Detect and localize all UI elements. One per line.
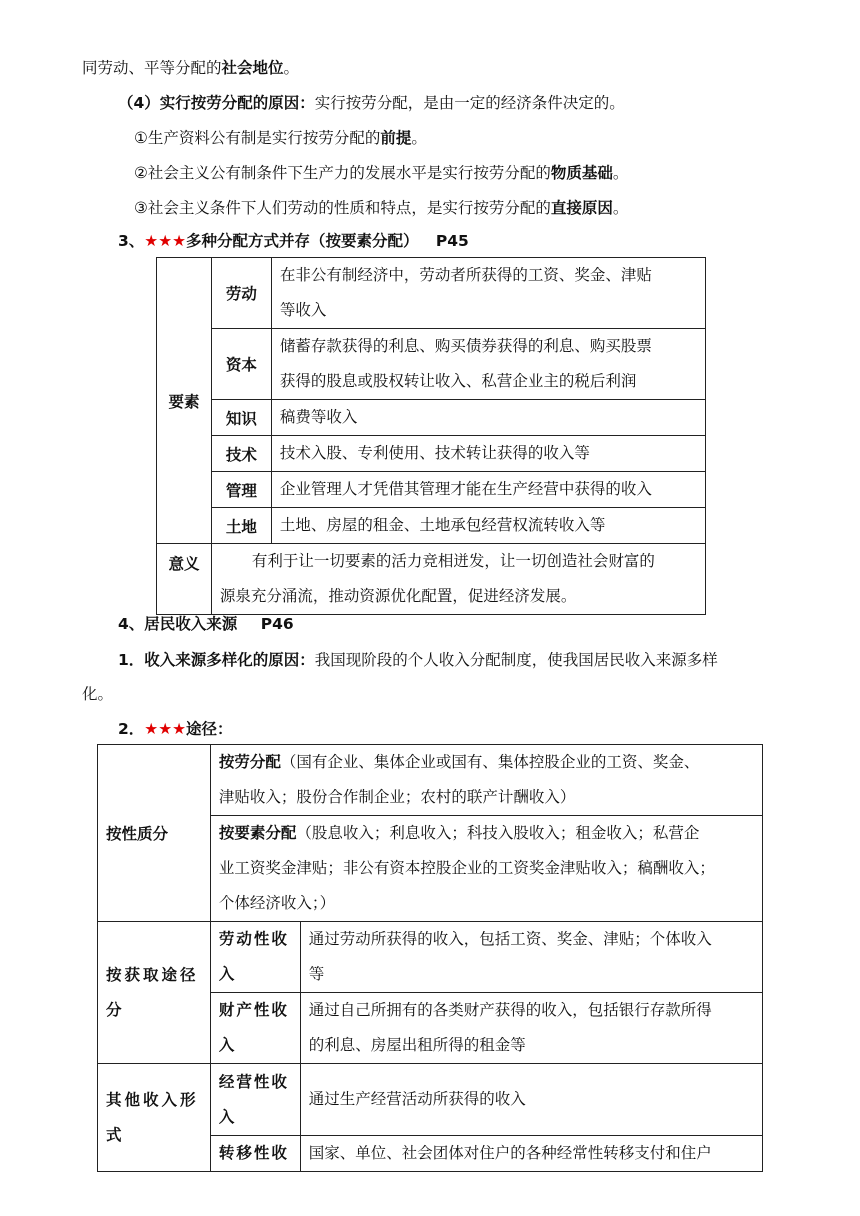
group3-key-line: 入 bbox=[218, 1107, 237, 1126]
reason-heading: （4）实行按劳分配的原因： bbox=[118, 94, 315, 112]
group1-sub2 bbox=[210, 816, 762, 922]
group2-desc-line: 等 bbox=[308, 965, 325, 983]
group3-desc-line: 通过生产经营活动所获得的收入 bbox=[308, 1090, 526, 1108]
reason-item-text: ①生产资料公有制是实行按劳分配的 bbox=[134, 129, 381, 147]
factor-desc-line: 储蓄存款获得的利息、购买债券获得的利息、购买股票 bbox=[279, 337, 652, 355]
group2-desc bbox=[300, 993, 762, 1064]
intro-line bbox=[82, 58, 299, 78]
reason-item-2 bbox=[134, 163, 628, 183]
section3-heading bbox=[118, 231, 469, 251]
point2-heading bbox=[118, 719, 233, 739]
reason-item-text: ②社会主义公有制条件下生产力的发展水平是实行按劳分配的 bbox=[134, 164, 551, 182]
reason-item-1 bbox=[134, 128, 427, 148]
section3-page: P45 bbox=[435, 232, 469, 250]
group3-key-line: 经营性收 bbox=[218, 1072, 289, 1091]
factor-desc bbox=[271, 258, 705, 329]
group2-key-line: 入 bbox=[218, 1036, 237, 1054]
factor-desc-line: 在非公有制经济中，劳动者所获得的工资、奖金、津贴 bbox=[279, 266, 652, 284]
reason-item-punct: 。 bbox=[612, 199, 629, 217]
group2-desc bbox=[300, 922, 762, 993]
point1-cont bbox=[82, 684, 113, 704]
group2-key bbox=[210, 922, 300, 993]
factor-key: 技术 bbox=[211, 436, 271, 472]
group2-desc-line: 通过自己所拥有的各类财产获得的收入，包括银行存款所得 bbox=[308, 1001, 712, 1019]
intro-bold: 社会地位 bbox=[221, 59, 284, 77]
factor-desc bbox=[271, 472, 705, 508]
point1-bold: 1．收入来源多样化的原因： bbox=[118, 651, 315, 669]
reason-text: 实行按劳分配，是由一定的经济条件决定的。 bbox=[314, 94, 625, 112]
factor-desc-line: 企业管理人才凭借其管理才能在生产经营中获得的收入 bbox=[279, 480, 652, 498]
factor-key: 劳动 bbox=[211, 258, 271, 329]
factor-key: 管理 bbox=[211, 472, 271, 508]
factor-desc-line: 获得的股息或股权转让收入、私营企业主的税后利润 bbox=[279, 372, 637, 390]
section4-title: 4、居民收入来源 bbox=[118, 615, 238, 633]
star-icon: ★★★ bbox=[144, 232, 186, 250]
section3-title: 多种分配方式并存（按要素分配） bbox=[185, 232, 419, 250]
group3-desc bbox=[300, 1136, 762, 1172]
point2-title: 途径： bbox=[185, 720, 233, 738]
point1-text: 我国现阶段的个人收入分配制度，使我国居民收入来源多样 bbox=[314, 651, 718, 669]
group1-sub1 bbox=[210, 745, 762, 816]
reason-item-3 bbox=[134, 198, 628, 218]
reason-item-punct: 。 bbox=[612, 164, 629, 182]
factor-desc-line: 等收入 bbox=[279, 301, 327, 319]
point2-prefix: 2． bbox=[118, 720, 145, 738]
section3-prefix: 3、 bbox=[118, 232, 145, 250]
sub2-line: （股息收入；利息收入；科技入股收入；租金收入；私营企 bbox=[296, 824, 700, 842]
meaning-line: 有利于让一切要素的活力竞相迸发，让一切创造社会财富的 bbox=[251, 552, 655, 570]
sub2-line: 个体经济收入；） bbox=[218, 894, 336, 912]
intro-text: 同劳动、平等分配的 bbox=[82, 59, 222, 77]
group2-label-line: 按获取途径 bbox=[106, 965, 199, 984]
group2-desc-line: 通过劳动所获得的收入，包括工资、奖金、津贴；个体收入 bbox=[308, 930, 712, 948]
group3-label-line: 其他收入形 bbox=[106, 1090, 199, 1109]
sub1-line: （国有企业、集体企业或国有、集体控股企业的工资、奖金、 bbox=[280, 753, 700, 771]
group2-label-line: 分 bbox=[106, 1000, 125, 1019]
group3-desc bbox=[300, 1064, 762, 1136]
group2-label bbox=[98, 922, 211, 1064]
meaning-label: 意义 bbox=[157, 544, 212, 615]
section4-heading bbox=[118, 614, 294, 634]
factor-key: 知识 bbox=[211, 400, 271, 436]
sub1-line: 津贴收入；股份合作制企业；农村的联产计酬收入） bbox=[218, 788, 576, 806]
factor-desc-line: 技术入股、专利使用、技术转让获得的收入等 bbox=[279, 444, 590, 462]
group2-key-line: 入 bbox=[218, 965, 237, 983]
factor-desc bbox=[271, 508, 705, 544]
sub2-line: 业工资奖金津贴；非公有资本控股企业的工资奖金津贴收入；稿酬收入； bbox=[218, 859, 715, 877]
factor-desc bbox=[271, 436, 705, 472]
point1-line bbox=[118, 650, 718, 670]
group3-key-line: 转移性收 bbox=[218, 1144, 289, 1162]
sub2-bold: 按要素分配 bbox=[218, 824, 297, 842]
sub1-bold: 按劳分配 bbox=[218, 753, 281, 771]
reason-item-bold: 物质基础 bbox=[550, 164, 613, 182]
point1-cont-text: 化。 bbox=[82, 685, 114, 703]
group1-label-text: 按性质分 bbox=[106, 825, 169, 843]
group3-key bbox=[210, 1064, 300, 1136]
meaning-desc bbox=[211, 544, 705, 615]
factor-desc-line: 稿费等收入 bbox=[279, 408, 358, 426]
intro-punct: 。 bbox=[283, 59, 300, 77]
group2-key-line: 财产性收 bbox=[218, 1001, 289, 1019]
star-icon: ★★★ bbox=[144, 720, 186, 738]
factor-desc-line: 土地、房屋的租金、土地承包经营权流转收入等 bbox=[279, 516, 606, 534]
group3-desc-line: 国家、单位、社会团体对住户的各种经常性转移支付和住户 bbox=[308, 1144, 712, 1162]
meaning-line: 源泉充分涌流，推动资源优化配置，促进经济发展。 bbox=[219, 587, 577, 605]
reason-item-bold: 直接原因 bbox=[550, 199, 613, 217]
reason-item-bold: 前提 bbox=[380, 129, 412, 147]
group2-key bbox=[210, 993, 300, 1064]
group3-label-line: 式 bbox=[106, 1125, 125, 1144]
group2-key-line: 劳动性收 bbox=[218, 930, 289, 948]
group1-label bbox=[98, 745, 211, 922]
factors-table bbox=[156, 257, 706, 615]
factor-desc bbox=[271, 329, 705, 400]
factor-desc bbox=[271, 400, 705, 436]
reason-item-punct: 。 bbox=[411, 129, 427, 147]
factor-key: 土地 bbox=[211, 508, 271, 544]
factors-group-label: 要素 bbox=[157, 258, 212, 544]
reason-item-text: ③社会主义条件下人们劳动的性质和特点，是实行按劳分配的 bbox=[134, 199, 551, 217]
factor-key: 资本 bbox=[211, 329, 271, 400]
group3-key bbox=[210, 1136, 300, 1172]
group3-label bbox=[98, 1064, 211, 1172]
income-table bbox=[97, 744, 763, 1172]
group2-desc-line: 的利息、房屋出租所得的租金等 bbox=[308, 1036, 526, 1054]
section4-page: P46 bbox=[260, 615, 294, 633]
reason-heading-line bbox=[118, 93, 625, 113]
